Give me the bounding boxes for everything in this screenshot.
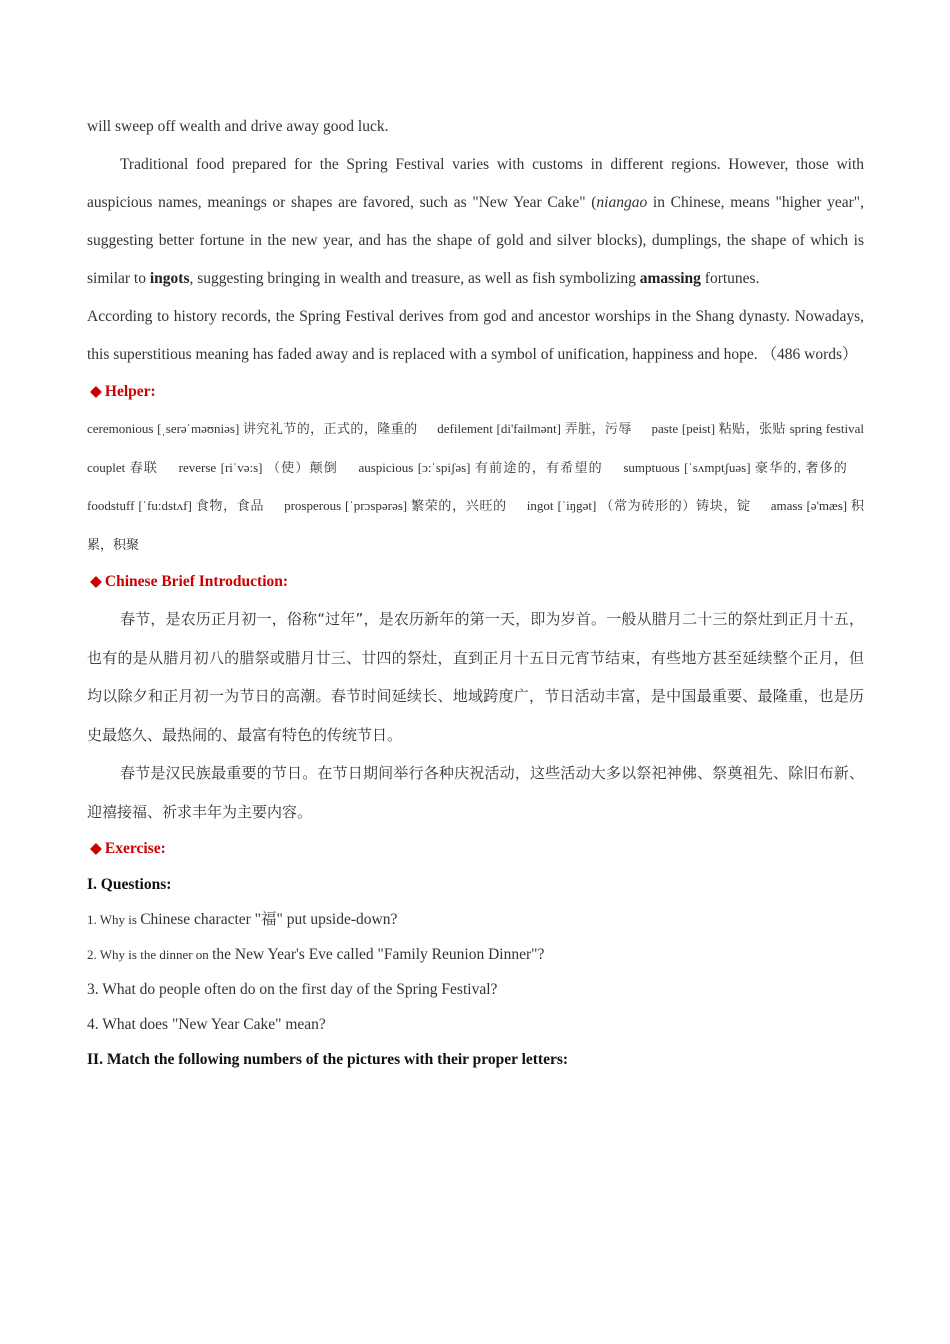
question-item bbox=[87, 937, 864, 972]
vocab-item: ingot [ˈiŋgət] （常为砖形的）铸块，锭 bbox=[526, 498, 751, 513]
passage-text: fortunes. bbox=[700, 270, 760, 287]
question-text: 4. What does "New Year Cake" mean? bbox=[87, 1016, 326, 1033]
passage-bold-term: amassing bbox=[639, 270, 701, 287]
helper-title-text: Helper: bbox=[104, 383, 156, 400]
exercise-title-text: Exercise: bbox=[104, 840, 166, 857]
helper-title bbox=[87, 374, 864, 410]
question-text: the New Year's Eve called "Family Reunion Dinner"? bbox=[212, 946, 545, 963]
vocab-item: auspicious [ɔ:ˈspiʃəs] 有前途的，有希望的 bbox=[358, 459, 603, 475]
question-text: 3. What do people often do on the first day of the Spring Festival? bbox=[87, 981, 498, 998]
question-item bbox=[87, 972, 864, 1007]
vocab-item: ceremonious [ˌserəˈməʊniəs] 讲究礼节的，正式的，隆重的 bbox=[87, 421, 418, 436]
passage-bold-term: ingots bbox=[149, 270, 190, 287]
match-heading: II. Match the following numbers of the pictures with their proper letters: bbox=[87, 1051, 569, 1068]
word-count: （486 words） bbox=[761, 346, 858, 363]
passage-text: Traditional food prepared for the Spring Festival varies with customs in different regions. However, those with auspicious names, meanings or shapes are favored, such as "New Year Cake" ( bbox=[87, 156, 864, 211]
vocab-item: reverse [riˈvə:s] （使）颠倒 bbox=[178, 459, 338, 475]
diamond-icon: ◆ bbox=[90, 573, 102, 590]
vocab-item: paste [peist] 粘贴，张贴 bbox=[651, 421, 786, 436]
chinese-intro-paragraph-1: 春节，是农历正月初一，俗称“过年”，是农历新年的第一天，即为岁首。一般从腊月二十三的祭灶到正月十五，也有的是从腊月初八的腊祭或腊月廿三、廿四的祭灶，直到正月十五日元宵节结束，有些地方甚至延续整个正月，但均以除夕和正月初一为节日的高潮。春节时间延续长、地域跨度广，节日活动丰富，是中国最重要、最隆重，也是历史最悠久、最热闹的、最富有特色的传统节日。 bbox=[87, 610, 864, 744]
passage-text: According to history records, the Spring Festival derives from god and ancestor worships in the Shang dynasty. Nowadays, this superstitious meaning has faded away and is replaced with a symbol of unification, happiness and hope. bbox=[87, 308, 864, 363]
passage-italic-term: niangao bbox=[596, 194, 648, 211]
vocab-item: spring festival couplet 春联 bbox=[87, 421, 865, 475]
passage-line-1: will sweep off wealth and drive away good luck. bbox=[87, 118, 389, 135]
helper-vocabulary bbox=[87, 410, 864, 564]
passage-paragraph-history bbox=[87, 298, 864, 374]
diamond-icon: ◆ bbox=[90, 383, 102, 400]
passage-text: in Chinese, means "higher year", suggesting better fortune in the new year, and has the shape of gold and silver blocks), dumplings, the shape of which is similar to bbox=[87, 194, 864, 287]
vocab-item: foodstuff [ˈfu:dstʌf] 食物，食品 bbox=[87, 498, 265, 513]
vocab-item: defilement [di'failmənt] 弄脏，污辱 bbox=[437, 421, 632, 436]
chinese-intro-paragraph-2: 春节是汉民族最重要的节日。在节日期间举行各种庆祝活动，这些活动大多以祭祀神佛、祭奠祖先、除旧布新、迎禧接福、祈求丰年为主要内容。 bbox=[87, 764, 864, 821]
question-prefix: 1. Why is bbox=[87, 912, 141, 927]
vocab-item: sumptuous [ˈsʌmptʃuəs] 豪华的, 奢侈的 bbox=[623, 459, 849, 475]
document-page bbox=[87, 108, 864, 1077]
vocab-item: prosperous [ˈprɔspərəs] 繁荣的，兴旺的 bbox=[284, 498, 507, 513]
question-text: Chinese character "福" put upside-down? bbox=[140, 911, 398, 928]
chinese-intro-title bbox=[87, 564, 864, 600]
passage-paragraph-food bbox=[87, 146, 864, 298]
vocab-item: amass [ə'mæs] 积累，积聚 bbox=[87, 498, 865, 552]
passage-text: , suggesting bringing in wealth and treasure, as well as fish symbolizing bbox=[189, 270, 640, 287]
question-item bbox=[87, 902, 864, 937]
exercise-title bbox=[87, 831, 864, 867]
questions-heading: I. Questions: bbox=[87, 876, 172, 893]
diamond-icon: ◆ bbox=[90, 840, 102, 857]
question-prefix: 2. Why is the dinner on bbox=[87, 947, 213, 962]
chinese-intro-title-text: Chinese Brief Introduction: bbox=[104, 573, 289, 590]
question-item bbox=[87, 1007, 864, 1042]
